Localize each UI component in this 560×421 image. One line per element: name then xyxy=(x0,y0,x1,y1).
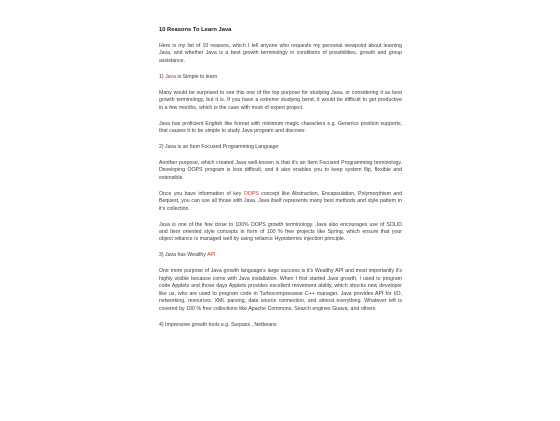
api-link[interactable]: API xyxy=(207,252,216,259)
paragraph-1: Many would be surprised to see this one of the top purpose for studying Java, or considering it as best growth terminology, but it is. If you have a extreme studying bend, it would be difficult to get productive in a few months, which is the case with most of expert project. xyxy=(159,89,402,111)
oops-link[interactable]: OOPS xyxy=(243,190,259,197)
heading-1-suffix: is Simple to learn xyxy=(176,73,218,80)
section-heading-3 xyxy=(159,252,402,259)
section-heading-4: 4) Impressive growth tools e.g. Surpass , Netbeans xyxy=(159,321,277,328)
section-heading-2: 2) Java is an Item Focused Programming Language xyxy=(159,144,279,151)
document-title: 10 Reasons To Learn Java xyxy=(159,27,232,33)
paragraph-5: Java is one of the few close to 100% OOPS growth terminology. Java also encourages use of SOLID and Item oriented style concepts in form of 100 % free projects like Spring, which ensure that your object reliance is managed well by using reliance Hypodermic injection principle. xyxy=(159,221,402,243)
paragraph-2: Java has proficient English like format with minimum magic characters e.g. Generics position supports, that causes it to be simple to study Java program and discover. xyxy=(159,120,402,135)
paragraph-6: One more purpose of Java growth language's large success is it's Wealthy API and most importantly it's highly visible because come with Java installation. When I first started Java growth, I used to program code Applets and those days Applets provides excellent movement ability, which shocks new developer like us, who are used to program code in Turbocompressear C++ manager. Java provides API for I/O, networking, resources, XML parsing, data source connection, and almost everything. Whatever left is covered by 100 % free collections like Apache Commons, Search engines Guava, and others. xyxy=(159,268,402,312)
paragraph-4 xyxy=(159,191,402,213)
intro-paragraph: Here is my list of 10 reasons, which I tell anyone who requests my personal viewpoint about learning Java, and whether Java is a best growth terminology in conditions of possibilities, growth and group assistance. xyxy=(159,43,402,64)
heading-3-prefix: 3) Java has Wealthy xyxy=(159,252,208,259)
section-heading-1 xyxy=(159,74,402,81)
paragraph-3: Another purpose, which created Java well-known is that it's an Item Focused Programming terminology. Developing OOPS program is less difficult, and it also enables you to keep system flip, flexible and extensible. xyxy=(159,160,402,181)
paragraph-4-prefix: Once you have information of key xyxy=(159,190,244,197)
paragraph-4-suffix: concept like Abstraction, Encapsulation, Polymorphism and Bequest, you can use all those with Java. Java itself represents many best methods and style pattern in it's collection. xyxy=(159,190,402,212)
java-link[interactable]: Java xyxy=(165,73,177,80)
document-page xyxy=(159,26,402,338)
heading-1-prefix: 1) xyxy=(159,73,166,80)
